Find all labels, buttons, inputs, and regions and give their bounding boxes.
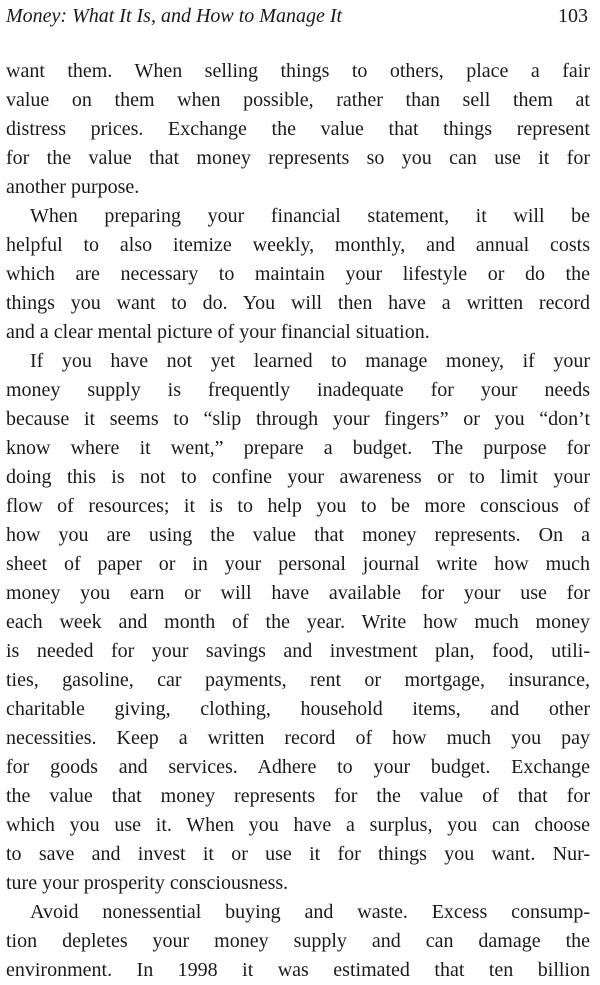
text-line: which you use it. When you have a surplus, you can choose xyxy=(6,814,590,836)
text-line: distress prices. Exchange the value that things represent xyxy=(6,118,590,140)
text-line: things you want to do. You will then have a written record xyxy=(6,292,590,314)
text-line: sheet of paper or in your personal journal write how much xyxy=(6,553,590,575)
text-line: flow of resources; it is to help you to be more conscious of xyxy=(6,495,590,517)
text-line: tion depletes your money supply and can damage the xyxy=(6,930,590,952)
text-line: because it seems to “slip through your fingers” or you “don’t xyxy=(6,408,590,430)
text-line: value on them when possible, rather than sell them at xyxy=(6,89,590,111)
text-line: the value that money represents for the value of that for xyxy=(6,785,590,807)
body-text xyxy=(6,57,590,985)
text-line: for the value that money represents so you can use it for xyxy=(6,147,590,169)
text-line: another purpose. xyxy=(6,176,140,198)
text-line: charitable giving, clothing, household items, and other xyxy=(6,698,590,720)
text-line: When preparing your financial statement, it will be xyxy=(30,205,590,227)
running-title: Money: What It Is, and How to Manage It xyxy=(6,5,343,27)
page-number: 103 xyxy=(558,5,588,27)
running-header xyxy=(6,2,588,30)
text-line: and a clear mental picture of your financial situation. xyxy=(6,321,430,343)
text-line: for goods and services. Adhere to your budget. Exchange xyxy=(6,756,590,778)
text-line: doing this is not to confine your awareness or to limit your xyxy=(6,466,590,488)
text-line: ture your prosperity consciousness. xyxy=(6,872,289,894)
text-line: each week and month of the year. Write how much money xyxy=(6,611,590,633)
text-line: how you are using the value that money represents. On a xyxy=(6,524,590,546)
text-line: want them. When selling things to others, place a fair xyxy=(6,60,590,82)
text-line: helpful to also itemize weekly, monthly, and annual costs xyxy=(6,234,590,256)
text-line: to save and invest it or use it for things you want. Nur- xyxy=(6,843,590,865)
text-line: money you earn or will have available for your use for xyxy=(6,582,590,604)
text-line: environment. In 1998 it was estimated that ten billion xyxy=(6,959,590,981)
text-line: If you have not yet learned to manage money, if your xyxy=(30,350,590,372)
text-line: is needed for your savings and investment plan, food, utili- xyxy=(6,640,590,662)
text-line: know where it went,” prepare a budget. The purpose for xyxy=(6,437,590,459)
text-line: necessities. Keep a written record of how much you pay xyxy=(6,727,590,749)
text-line: money supply is frequently inadequate for your needs xyxy=(6,379,590,401)
text-line: ties, gasoline, car payments, rent or mortgage, insurance, xyxy=(6,669,590,691)
text-line: Avoid nonessential buying and waste. Excess consump- xyxy=(30,901,590,923)
text-line: which are necessary to maintain your lifestyle or do the xyxy=(6,263,590,285)
